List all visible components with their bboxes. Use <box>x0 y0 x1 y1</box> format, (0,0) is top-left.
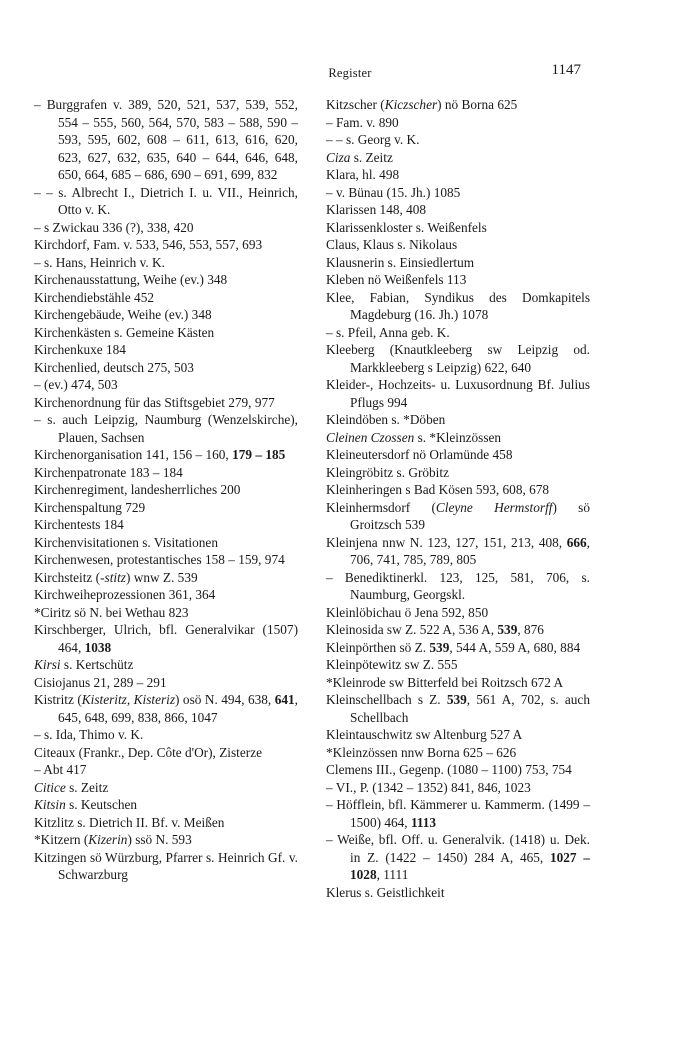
index-entry <box>326 779 590 797</box>
index-entry <box>326 149 590 167</box>
index-entry <box>326 691 590 726</box>
index-entry-text: ) wnw Z. 539 <box>125 569 198 585</box>
index-entry-text: Kleinschellbach s Z. <box>326 692 447 707</box>
index-entry-text: Citeaux (Frankr., Dep. Côte d'Or), Zisterze <box>34 744 263 760</box>
index-entry <box>34 849 298 884</box>
index-entry-text: Kleinlöbichau ö Jena 592, 850 <box>326 604 489 620</box>
index-entry-text: Kitsin <box>34 797 66 812</box>
index-entry <box>34 271 298 289</box>
index-entry-text: Klee, Fabian, Syndikus des Domkapitels Magdeburg (16. Jh.) 1078 <box>326 289 590 322</box>
index-entry <box>34 569 298 587</box>
index-entry <box>34 324 298 342</box>
index-entry-text: Kirchendiebstähle 452 <box>34 289 155 305</box>
index-entry-text: 539 <box>429 639 450 655</box>
index-entry-text: Klerus s. Geistlichkeit <box>326 884 445 900</box>
index-entry <box>326 429 590 447</box>
index-entry <box>34 516 298 534</box>
index-entry <box>326 166 590 184</box>
index-entry-text: Kleinosida sw Z. 522 A, 536 A, <box>326 622 498 637</box>
index-entry-text: Kirchentests 184 <box>34 517 124 532</box>
index-entry-text: – s. Ida, Thimo v. K. <box>34 727 144 742</box>
index-entry-text: 179 – 185 <box>232 447 286 462</box>
index-entry <box>34 499 298 517</box>
index-entry <box>326 236 590 254</box>
index-entry-text: Kleinheringen s Bad Kösen 593, 608, 678 <box>326 482 550 497</box>
index-entry-text: Kirchenkästen s. Gemeine Kästen <box>34 324 215 340</box>
index-entry-text: – Benediktinerkl. 123, 125, 581, 706, s. Naumburg, Georgskl. <box>326 569 590 602</box>
running-title: Register <box>328 66 372 80</box>
index-entry-text: Kleinpötewitz sw Z. 555 <box>326 657 458 672</box>
index-entry-text: 666 <box>566 534 587 550</box>
index-entry-text: Klara, hl. 498 <box>326 167 400 182</box>
index-entry-text: – Burggrafen v. 389, 520, 521, 537, 539, 552, 554 – 555, 560, 564, 570, 583 – 588, 590 – 593, 595, 602, 608 – 611, 613, 616, 620, 623, 627, 632, 635, 640 – 644, 646, 648, 650, 664, 685 – 686, 690 – 691, 699, 832 <box>34 97 298 182</box>
index-entry-text: Kleinpörthen sö Z. <box>326 639 430 655</box>
index-entry <box>34 359 298 377</box>
index-entry <box>326 831 590 884</box>
index-entry <box>326 131 590 149</box>
index-entry <box>34 289 298 307</box>
index-entry <box>34 551 298 569</box>
index-entry-text: Kitzingen sö Würzburg, Pfarrer s. Heinrich Gf. v. Schwarzburg <box>34 849 298 882</box>
index-entry <box>34 464 298 482</box>
index-entry <box>326 184 590 202</box>
index-entry-text: *Kleinzössen nnw Borna 625 – 626 <box>326 744 517 760</box>
index-entry-text: Klausnerin s. Einsiedlertum <box>326 254 475 270</box>
index-entry-text: Kistritz ( <box>34 692 82 707</box>
index-entry-text: *Kleinrode sw Bitterfeld bei Roitzsch 672 A <box>326 674 564 690</box>
index-entry-text: ) ssö N. 593 <box>127 832 192 847</box>
index-entry-text: Kleinhermsdorf ( <box>326 499 436 515</box>
index-entry-text: – – s. Albrecht I., Dietrich I. u. VII., Heinrich, Otto v. K. <box>34 184 298 217</box>
index-entry-text: Klarissenkloster s. Weißenfels <box>326 219 487 235</box>
index-entry-text: Kirchenspaltung 729 <box>34 499 146 515</box>
index-entry <box>326 324 590 342</box>
index-entry-text: Kirchenorganisation 141, 156 – 160, <box>34 447 233 462</box>
index-entry-text: Kizerin <box>88 832 128 847</box>
index-entry-text: – s. Hans, Heinrich v. K. <box>34 254 165 270</box>
index-entry-text: ) nö Borna 625 <box>437 97 518 112</box>
index-entry <box>326 271 590 289</box>
index-entry <box>326 446 590 464</box>
index-entry-text: – v. Bünau (15. Jh.) 1085 <box>326 184 461 200</box>
index-entry <box>326 674 590 692</box>
index-entry-text: *Kitzern ( <box>34 832 89 847</box>
index-entry-text: 1113 <box>410 814 437 830</box>
index-entry-text: – Weiße, bfl. Off. u. Generalvik. (1418) u. Dek. in Z. (1422 – 1450) 284 A, 465, <box>326 832 590 865</box>
index-entry-text: – Höfflein, bfl. Kämmerer u. Kammerm. (1499 – 1500) 464, <box>326 797 590 830</box>
index-entry-text: Kirschberger, Ulrich, bfl. Generalvikar (1507) 464, <box>34 622 298 655</box>
index-entry-text: Kirchenlied, deutsch 275, 503 <box>34 359 194 375</box>
index-entry <box>326 884 590 902</box>
index-entry-text: Kleider-, Hochzeits- u. Luxusordnung Bf. Julius Pflugs 994 <box>326 377 590 410</box>
index-entry-text: Claus, Klaus s. Nikolaus <box>326 237 458 252</box>
index-entry <box>326 534 590 569</box>
index-entry-text: – s. Pfeil, Anna geb. K. <box>326 324 450 340</box>
index-entry <box>34 341 298 359</box>
index-entry-text: – s. auch Leipzig, Naumburg (Wenzelskirche), Plauen, Sachsen <box>34 412 298 445</box>
index-entry-text: Citice <box>34 779 66 795</box>
index-entry-text: s. Keutschen <box>65 797 138 812</box>
page-number: 1147 <box>551 62 581 78</box>
index-entry-text: – Abt 417 <box>34 762 87 777</box>
index-entry-text: Kleineutersdorf nö Orlamünde 458 <box>326 447 513 462</box>
index-entry-text: – s Zwickau 336 (?), 338, 420 <box>34 219 194 235</box>
index-entry-text: Kirchenpatronate 183 – 184 <box>34 464 183 480</box>
index-entry <box>326 639 590 657</box>
index-entry <box>326 569 590 604</box>
index-entry <box>326 96 590 114</box>
index-entry <box>34 831 298 849</box>
index-entry <box>34 779 298 797</box>
index-entry-text: 1027 – 1028 <box>350 849 590 882</box>
index-entry <box>34 674 298 692</box>
index-column-left <box>34 96 298 884</box>
index-entry <box>326 744 590 762</box>
index-entry <box>34 376 298 394</box>
index-entry <box>326 289 590 324</box>
index-entry-text: Kleindöben s. *Döben <box>326 412 446 427</box>
index-entry-text: – – s. Georg v. K. <box>326 132 420 147</box>
index-entry <box>34 219 298 237</box>
index-entry-text: Kirchenausstattung, Weihe (ev.) 348 <box>34 272 228 287</box>
index-entry <box>34 656 298 674</box>
index-entry-text: 539 <box>446 692 467 707</box>
index-entry-text: *Ciritz sö N. bei Wethau 823 <box>34 604 189 620</box>
index-entry-text: Kirchsteitz ( <box>34 569 101 585</box>
index-entry <box>326 201 590 219</box>
index-entry-text: Cisiojanus 21, 289 – 291 <box>34 674 167 690</box>
index-entry <box>326 761 590 779</box>
index-entry-text: Kleingröbitz s. Gröbitz <box>326 464 449 480</box>
index-entry <box>34 481 298 499</box>
index-entry-text: Kleinjena nnw N. 123, 127, 151, 213, 408, <box>326 534 567 550</box>
index-entry <box>326 114 590 132</box>
index-entry <box>326 376 590 411</box>
index-entry-text: Kirchweiheprozessionen 361, 364 <box>34 587 216 602</box>
index-entry-text: Kleeberg (Knautkleeberg sw Leipzig od. Markkleeberg s Leipzig) 622, 640 <box>326 342 590 375</box>
index-entry <box>326 796 590 831</box>
index-entry-text: Clemens III., Gegenp. (1080 – 1100) 753, 754 <box>326 762 572 777</box>
index-entry-text: – VI., P. (1342 – 1352) 841, 846, 1023 <box>326 779 531 795</box>
index-entry <box>326 656 590 674</box>
index-entry <box>34 184 298 219</box>
index-entry <box>34 446 298 464</box>
index-entry-text: Cleinen Czossen <box>326 429 415 445</box>
index-entry-text: s. Zeitz <box>65 779 109 795</box>
index-entry-text: , 876 <box>517 622 544 637</box>
index-entry-text: – (ev.) 474, 503 <box>34 377 118 392</box>
index-entry-text: 1038 <box>84 639 112 655</box>
index-entry-text: , 544 A, 559 A, 680, 884 <box>449 639 581 655</box>
index-entry-text: Klarissen 148, 408 <box>326 202 427 217</box>
index-entry <box>34 236 298 254</box>
index-entry-text: 539 <box>497 622 518 637</box>
index-entry-text: – Fam. v. 890 <box>326 114 399 130</box>
index-entry-text: Kiczscher <box>384 97 438 112</box>
index-entry-text: Kirchenwesen, protestantisches 158 – 159, 974 <box>34 552 285 567</box>
index-entry-text: , 645, 648, 699, 838, 866, 1047 <box>58 692 298 725</box>
index-entry <box>326 726 590 744</box>
index-entry-text: Cleyne Hermstorff <box>435 499 553 515</box>
index-entry <box>34 254 298 272</box>
index-entry-text: , 561 A, 702, s. auch Schellbach <box>350 692 590 725</box>
index-entry <box>34 621 298 656</box>
index-entry-text: ) osö N. 494, 638, <box>175 692 275 707</box>
index-entry <box>34 814 298 832</box>
index-entry <box>34 604 298 622</box>
index-entry <box>34 761 298 779</box>
index-entry-text: Kitzlitz s. Dietrich II. Bf. v. Meißen <box>34 814 225 830</box>
index-entry <box>34 744 298 762</box>
index-entry <box>326 219 590 237</box>
index-entry <box>326 621 590 639</box>
index-entry-text: Kisteritz, Kisteriz <box>81 692 176 707</box>
index-entry <box>34 96 298 184</box>
index-entry-text: Kirchenkuxe 184 <box>34 342 126 357</box>
index-entry-text: Kleintauschwitz sw Altenburg 527 A <box>326 727 523 742</box>
index-entry <box>326 499 590 534</box>
index-entry <box>326 604 590 622</box>
index-entry-text: s. Kertschütz <box>60 657 134 672</box>
index-entry-text: s. *Kleinzössen <box>414 429 502 445</box>
index-entry-text: s. Zeitz <box>350 149 393 165</box>
index-entry <box>34 586 298 604</box>
index-entry-text: 641 <box>274 692 295 707</box>
index-entry-text: , 1111 <box>376 867 409 882</box>
index-entry-text: -stitz <box>100 569 126 585</box>
index-entry <box>34 726 298 744</box>
index-entry-text: Kirchenregiment, landesherrliches 200 <box>34 482 241 497</box>
index-entry-text: Kirchenordnung für das Stiftsgebiet 279, 977 <box>34 394 275 410</box>
index-entry-text: Kirchengebäude, Weihe (ev.) 348 <box>34 307 212 322</box>
index-entry <box>34 796 298 814</box>
index-entry <box>326 254 590 272</box>
index-entry-text: ) sö Groitzsch 539 <box>350 499 590 532</box>
index-entry-text: Ciza <box>326 149 351 165</box>
page-header <box>0 62 700 82</box>
index-entry <box>34 534 298 552</box>
index-entry <box>34 691 298 726</box>
index-entry-text: Kleben nö Weißenfels 113 <box>326 272 467 287</box>
index-entry-text: Kitzscher ( <box>326 97 385 112</box>
index-entry <box>34 411 298 446</box>
index-entry <box>326 481 590 499</box>
index-entry <box>326 411 590 429</box>
index-entry-text: Kirsi <box>34 657 61 672</box>
index-entry <box>326 341 590 376</box>
index-column-right <box>326 96 590 901</box>
index-entry <box>34 394 298 412</box>
index-entry-text: , 706, 741, 785, 789, 805 <box>350 534 590 567</box>
index-entry <box>34 306 298 324</box>
index-entry-text: Kirchdorf, Fam. v. 533, 546, 553, 557, 693 <box>34 237 263 252</box>
index-entry-text: Kirchenvisitationen s. Visitationen <box>34 534 218 550</box>
index-entry <box>326 464 590 482</box>
